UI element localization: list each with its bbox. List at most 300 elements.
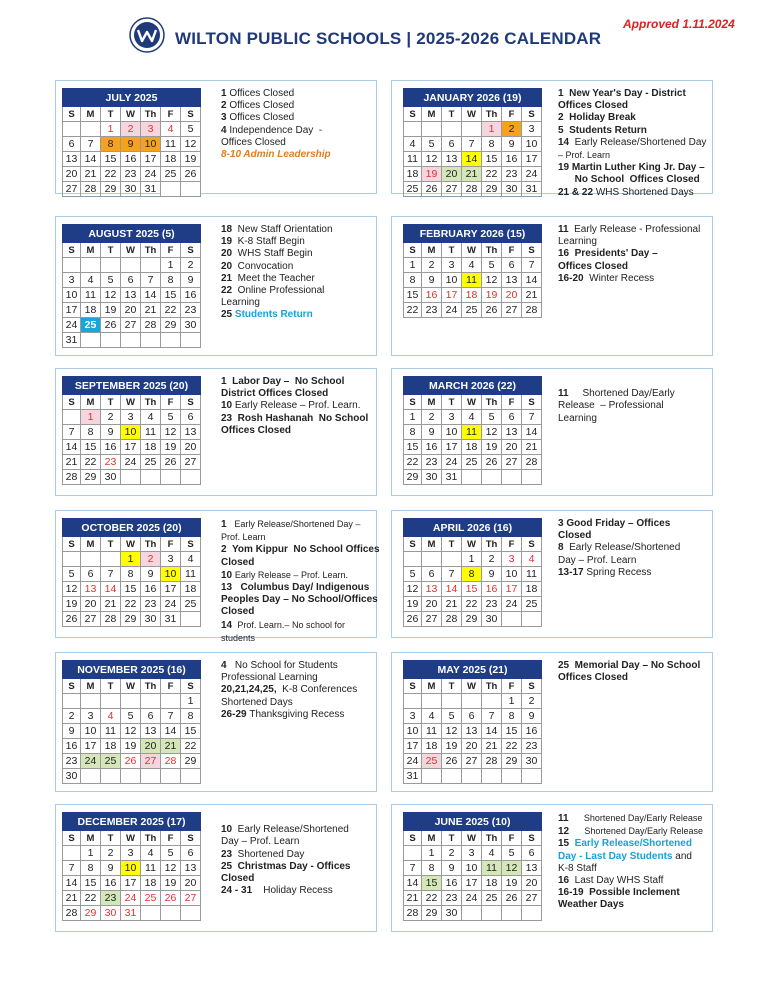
weekday-label: W — [462, 395, 482, 410]
weekday-label: F — [161, 395, 181, 410]
day-cell: 31 — [404, 769, 422, 784]
day-cell: 17 — [462, 876, 482, 891]
note-line — [558, 137, 709, 149]
day-cell: 1 — [462, 552, 482, 567]
day-cell: 24 — [502, 597, 522, 612]
month-calendar-nov-2025 — [62, 660, 201, 784]
day-cell: 7 — [522, 410, 542, 425]
month-calendar-feb-2026 — [403, 224, 542, 318]
note-text: Closed — [558, 530, 592, 542]
note-text: 15 — [558, 838, 572, 850]
note-text: Day - Last Day Students — [558, 850, 673, 862]
day-cell: 20 — [442, 167, 462, 182]
empty-day-cell — [121, 333, 141, 348]
note-text: Spring Recess — [586, 566, 652, 578]
day-cell: 2 — [482, 552, 502, 567]
note-line — [221, 660, 373, 672]
note-text: Thanksgiving Recess — [249, 708, 345, 720]
day-cell: 2 — [141, 552, 161, 567]
day-cell: 6 — [141, 709, 161, 724]
day-cell: 19 — [161, 440, 181, 455]
month-calendar-may-2025 — [403, 660, 542, 784]
weekday-label: S — [404, 107, 422, 122]
day-cell: 31 — [121, 906, 141, 921]
empty-day-cell — [121, 470, 141, 485]
day-cell: 21 — [522, 440, 542, 455]
note-text: 16 — [558, 875, 572, 887]
weekday-label: Th — [482, 243, 502, 258]
note-text: Students Return — [234, 309, 313, 321]
day-cell: 9 — [482, 567, 502, 582]
note-line — [221, 885, 373, 897]
day-cell: 12 — [161, 425, 181, 440]
note-text: 10 — [221, 400, 235, 412]
day-cell: 15 — [161, 288, 181, 303]
page-header — [0, 0, 768, 70]
day-cell: 4 — [462, 258, 482, 273]
day-cell: 8 — [101, 137, 121, 152]
day-cell: 26 — [181, 167, 201, 182]
day-cell: 2 — [422, 258, 442, 273]
note-line — [558, 851, 709, 863]
day-cell: 5 — [161, 410, 181, 425]
note-text: 22 — [221, 285, 235, 297]
weekday-label: S — [522, 107, 542, 122]
note-text: Independence Day - — [229, 124, 323, 136]
day-cell: 8 — [404, 425, 422, 440]
weekday-label: S — [181, 243, 201, 258]
day-cell: 1 — [404, 410, 422, 425]
note-line — [558, 376, 709, 388]
day-cell: 16 — [141, 582, 161, 597]
day-cell: 25 — [522, 597, 542, 612]
day-cell: 14 — [63, 876, 81, 891]
day-cell: 20 — [181, 440, 201, 455]
day-cell: 9 — [101, 425, 121, 440]
day-cell: 4 — [81, 273, 101, 288]
day-cell: 30 — [141, 612, 161, 627]
empty-day-cell — [141, 470, 161, 485]
day-cell: 25 — [141, 455, 161, 470]
month-title: JULY 2025 — [63, 89, 201, 107]
note-text: Winter Recess — [586, 272, 655, 284]
day-cell: 12 — [482, 273, 502, 288]
empty-day-cell — [482, 906, 502, 921]
day-cell: 7 — [161, 709, 181, 724]
weekday-label: Th — [141, 537, 161, 552]
note-text: 23 — [221, 848, 235, 860]
empty-day-cell — [502, 906, 522, 921]
weekday-label: Th — [482, 107, 502, 122]
week-row — [63, 709, 201, 724]
day-cell: 26 — [161, 455, 181, 470]
note-text: 12 — [558, 826, 572, 838]
note-line — [221, 273, 373, 285]
empty-day-cell — [161, 182, 181, 197]
day-cell: 14 — [482, 724, 502, 739]
week-row — [404, 597, 542, 612]
note-line — [221, 812, 373, 824]
day-cell: 7 — [63, 861, 81, 876]
note-text: K-8 Staff Begin — [234, 236, 305, 248]
day-cell: 30 — [101, 470, 121, 485]
day-cell: 26 — [101, 318, 121, 333]
note-line — [221, 619, 373, 632]
day-cell: 17 — [522, 152, 542, 167]
weekday-label: M — [81, 395, 101, 410]
note-text: Prof. Learn — [221, 532, 266, 543]
day-cell: 11 — [404, 152, 422, 167]
day-cell: 7 — [462, 137, 482, 152]
week-row — [404, 258, 542, 273]
day-cell: 21 — [63, 455, 81, 470]
day-cell: 22 — [161, 303, 181, 318]
note-text: 3 Good Friday – Offices — [558, 518, 671, 529]
day-cell: 27 — [462, 754, 482, 769]
weekday-label: M — [422, 679, 442, 694]
day-cell: 16 — [442, 876, 462, 891]
note-line — [221, 873, 373, 885]
weekday-label: F — [502, 243, 522, 258]
day-cell: 28 — [81, 182, 101, 197]
day-cell: 15 — [502, 724, 522, 739]
note-text: Professional Learning — [221, 672, 318, 684]
weekday-label: F — [502, 107, 522, 122]
day-cell: 18 — [161, 152, 181, 167]
week-row — [404, 709, 542, 724]
weekday-label: T — [442, 537, 462, 552]
weekday-label: T — [442, 395, 462, 410]
day-cell: 14 — [522, 273, 542, 288]
week-row — [63, 318, 201, 333]
note-text: 1 — [221, 88, 230, 99]
empty-day-cell — [522, 906, 542, 921]
week-row — [63, 846, 201, 861]
week-row — [63, 273, 201, 288]
day-cell: 25 — [482, 891, 502, 906]
day-cell: 6 — [121, 273, 141, 288]
empty-day-cell — [81, 552, 101, 567]
weekday-label: F — [502, 537, 522, 552]
empty-day-cell — [63, 410, 81, 425]
month-calendar-jun-2025 — [403, 812, 542, 921]
day-cell: 22 — [404, 455, 422, 470]
day-cell: 6 — [502, 410, 522, 425]
day-cell: 28 — [442, 612, 462, 627]
day-cell: 27 — [121, 318, 141, 333]
month-title: AUGUST 2025 (5) — [63, 225, 201, 243]
month-title: JANUARY 2026 (19) — [404, 89, 542, 107]
note-text: 8 — [558, 542, 567, 554]
weekday-label: S — [63, 537, 81, 552]
weekday-label: F — [502, 831, 522, 846]
empty-day-cell — [462, 906, 482, 921]
day-cell: 22 — [404, 303, 422, 318]
weekday-label: T — [442, 107, 462, 122]
week-row — [63, 425, 201, 440]
day-cell: 16 — [422, 440, 442, 455]
note-text: Shortened Day/Early Release — [571, 826, 703, 837]
week-row — [63, 137, 201, 152]
day-cell: 5 — [404, 567, 422, 582]
day-cell: 24 — [442, 455, 462, 470]
note-text: 21 & 22 — [558, 186, 596, 198]
weekday-label: T — [442, 831, 462, 846]
day-cell: 12 — [442, 724, 462, 739]
weekday-label: S — [181, 107, 201, 122]
day-cell: 10 — [121, 861, 141, 876]
note-line — [221, 836, 373, 848]
note-line — [221, 861, 373, 873]
note-line — [558, 112, 709, 124]
day-cell: 29 — [161, 318, 181, 333]
note-line — [558, 149, 709, 162]
day-cell: 30 — [522, 754, 542, 769]
day-cell: 10 — [502, 567, 522, 582]
day-cell: 21 — [63, 891, 81, 906]
day-cell: 9 — [63, 724, 81, 739]
note-text: Learning — [221, 297, 260, 309]
weekday-label: Th — [141, 395, 161, 410]
day-cell: 29 — [101, 182, 121, 197]
day-cell: 15 — [422, 876, 442, 891]
day-cell: 26 — [404, 612, 422, 627]
day-cell: 27 — [522, 891, 542, 906]
day-cell: 8 — [181, 709, 201, 724]
day-cell: 25 — [462, 303, 482, 318]
day-cell: 15 — [101, 152, 121, 167]
day-cell: 9 — [121, 137, 141, 152]
weekday-label: F — [161, 679, 181, 694]
week-row — [63, 769, 201, 784]
week-row — [63, 906, 201, 921]
weekday-label: S — [404, 831, 422, 846]
week-row — [404, 137, 542, 152]
note-line — [221, 88, 373, 100]
note-text: Offices Closed — [229, 100, 295, 112]
empty-day-cell — [502, 470, 522, 485]
weekday-label: M — [422, 831, 442, 846]
day-cell: 11 — [462, 425, 482, 440]
day-cell: 14 — [442, 582, 462, 597]
day-cell: 30 — [502, 182, 522, 197]
note-line — [558, 224, 709, 236]
day-cell: 11 — [522, 567, 542, 582]
day-cell: 30 — [422, 470, 442, 485]
week-row — [63, 333, 201, 348]
day-cell: 20 — [141, 739, 161, 754]
empty-day-cell — [121, 258, 141, 273]
day-cell: 2 — [101, 410, 121, 425]
day-cell: 21 — [81, 167, 101, 182]
day-cell: 19 — [101, 303, 121, 318]
day-cell: 8 — [502, 709, 522, 724]
note-line — [221, 309, 373, 321]
day-cell: 1 — [422, 846, 442, 861]
day-cell: 29 — [121, 612, 141, 627]
empty-day-cell — [81, 769, 101, 784]
note-text: No School for Students — [229, 660, 338, 671]
day-cell: 23 — [63, 754, 81, 769]
day-cell: 23 — [121, 167, 141, 182]
day-cell: 3 — [141, 122, 161, 137]
day-cell: 21 — [442, 597, 462, 612]
day-cell: 3 — [522, 122, 542, 137]
note-line — [221, 594, 378, 606]
note-line — [221, 137, 373, 149]
day-cell: 19 — [63, 597, 81, 612]
month-calendar-jul-2025 — [62, 88, 201, 197]
week-row — [63, 694, 201, 709]
note-text: 8-10 Admin Leadership — [221, 149, 331, 161]
day-cell: 25 — [161, 167, 181, 182]
day-cell: 21 — [141, 303, 161, 318]
day-cell: 22 — [121, 597, 141, 612]
note-text: 21 — [221, 272, 235, 284]
day-cell: 12 — [181, 137, 201, 152]
day-cell: 11 — [161, 137, 181, 152]
empty-day-cell — [161, 906, 181, 921]
day-cell: 28 — [101, 612, 121, 627]
day-cell: 20 — [422, 597, 442, 612]
day-cell: 5 — [63, 567, 81, 582]
day-cell: 24 — [462, 891, 482, 906]
day-cell: 29 — [81, 470, 101, 485]
month-notes-may-2025 — [558, 660, 709, 684]
day-cell: 7 — [442, 567, 462, 582]
note-text: and — [672, 850, 692, 862]
weekday-label: S — [522, 395, 542, 410]
day-cell: 23 — [101, 455, 121, 470]
note-line — [558, 388, 709, 400]
day-cell: 10 — [522, 137, 542, 152]
day-cell: 7 — [522, 258, 542, 273]
day-cell: 28 — [161, 754, 181, 769]
empty-day-cell — [141, 258, 161, 273]
day-cell: 17 — [442, 288, 462, 303]
month-title: NOVEMBER 2025 (16) — [63, 661, 201, 679]
note-text: 4 — [221, 660, 230, 671]
empty-day-cell — [462, 122, 482, 137]
empty-day-cell — [101, 333, 121, 348]
note-text: 20,21,24,25, — [221, 684, 280, 696]
empty-day-cell — [181, 612, 201, 627]
note-text: Offices Closed — [221, 136, 286, 148]
day-cell: 21 — [462, 167, 482, 182]
note-text: 23 Rosh Hashanah No School — [221, 412, 369, 424]
day-cell: 2 — [101, 846, 121, 861]
note-text: 10 — [221, 824, 235, 836]
note-line — [221, 261, 373, 273]
day-cell: 18 — [422, 739, 442, 754]
week-row — [63, 552, 201, 567]
note-line — [221, 531, 373, 544]
day-cell: 1 — [121, 552, 141, 567]
day-cell: 20 — [502, 288, 522, 303]
day-cell: 10 — [63, 288, 81, 303]
note-text: WHS Staff Begin — [234, 248, 313, 260]
day-cell: 19 — [161, 876, 181, 891]
weekday-label: F — [161, 831, 181, 846]
note-text: District Offices Closed — [221, 388, 329, 400]
day-cell: 22 — [101, 167, 121, 182]
day-cell: 19 — [502, 876, 522, 891]
day-cell: 19 — [442, 739, 462, 754]
day-cell: 20 — [462, 739, 482, 754]
day-cell: 15 — [462, 582, 482, 597]
day-cell: 25 — [101, 754, 121, 769]
empty-day-cell — [63, 258, 81, 273]
day-cell: 15 — [404, 288, 422, 303]
day-cell: 15 — [81, 876, 101, 891]
day-cell: 3 — [462, 846, 482, 861]
day-cell: 1 — [161, 258, 181, 273]
day-cell: 27 — [181, 455, 201, 470]
day-cell: 18 — [101, 739, 121, 754]
note-text: 1 Labor Day – No School — [221, 376, 345, 387]
week-row — [404, 440, 542, 455]
day-cell: 16 — [181, 288, 201, 303]
day-cell: 8 — [81, 425, 101, 440]
weekday-label: S — [181, 537, 201, 552]
note-text: K-8 Staff — [558, 862, 597, 874]
approval-date: Approved 1.11.2024 — [623, 17, 735, 31]
week-row — [404, 567, 542, 582]
week-row — [63, 258, 201, 273]
day-cell: 26 — [121, 754, 141, 769]
day-cell: 19 — [482, 288, 502, 303]
note-line — [221, 684, 373, 696]
day-cell: 11 — [181, 567, 201, 582]
day-cell: 6 — [181, 410, 201, 425]
note-text: 11 — [558, 224, 572, 235]
day-cell: 23 — [141, 597, 161, 612]
empty-day-cell — [422, 552, 442, 567]
month-notes-feb-2026 — [558, 224, 709, 285]
day-cell: 2 — [442, 846, 462, 861]
day-cell: 30 — [442, 906, 462, 921]
day-cell: 10 — [442, 425, 462, 440]
empty-day-cell — [101, 258, 121, 273]
day-cell: 23 — [422, 303, 442, 318]
day-cell: 25 — [181, 597, 201, 612]
note-text: Early Release/Shortened — [571, 838, 692, 850]
day-cell: 6 — [462, 709, 482, 724]
weekday-label: M — [422, 395, 442, 410]
day-cell: 3 — [81, 709, 101, 724]
month-notes-dec-2025 — [221, 812, 373, 897]
weekday-label: F — [161, 537, 181, 552]
note-line — [558, 248, 709, 260]
week-row — [63, 182, 201, 197]
weekday-label: S — [181, 395, 201, 410]
day-cell: 26 — [422, 182, 442, 197]
note-text: 24 - 31 — [221, 885, 255, 897]
day-cell: 9 — [422, 273, 442, 288]
note-line — [221, 285, 373, 297]
day-cell: 11 — [422, 724, 442, 739]
day-cell: 8 — [81, 861, 101, 876]
day-cell: 24 — [161, 597, 181, 612]
day-cell: 20 — [121, 303, 141, 318]
note-text: Learning — [558, 412, 597, 424]
weekday-label: W — [121, 243, 141, 258]
note-text: WHS Shortened Days — [595, 186, 694, 198]
day-cell: 16 — [502, 152, 522, 167]
day-cell: 15 — [81, 440, 101, 455]
empty-day-cell — [482, 694, 502, 709]
note-text: 26-29 — [221, 708, 250, 720]
